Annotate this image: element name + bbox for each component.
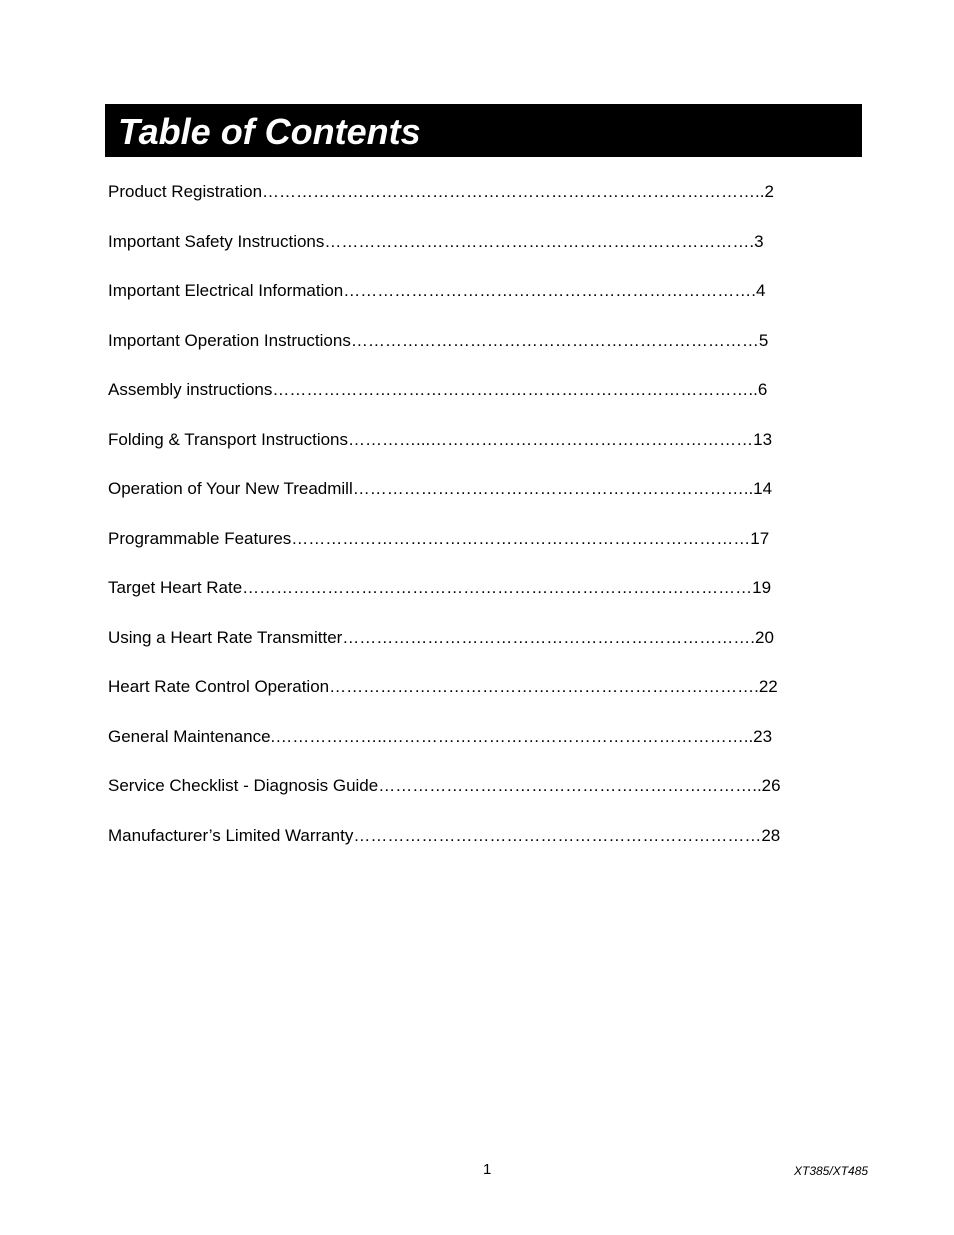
toc-entry-text: Important Safety Instructions………………………………………………………………….3 — [108, 231, 764, 251]
title-bar — [105, 104, 862, 157]
toc-entry-text: Service Checklist - Diagnosis Guide…………………………………………………………..26 — [108, 776, 781, 795]
toc-entry-text: Assembly instructions…………………………………………………………………………..6 — [108, 380, 768, 399]
toc-entry-service-checklist — [108, 774, 781, 824]
page-title: Table of Contents — [118, 110, 421, 152]
toc-entry-text: Important Electrical Information……………………………………………………………….4 — [108, 281, 766, 300]
toc-entry-operation-of-treadmill — [108, 477, 781, 527]
toc-entry-heart-rate-transmitter — [108, 626, 781, 676]
toc-entry-heart-rate-control — [108, 675, 781, 725]
toc-entry-limited-warranty — [108, 824, 781, 874]
table-of-contents — [108, 180, 781, 873]
toc-entry-text: Operation of Your New Treadmill……………………………………………………………..14 — [108, 479, 773, 498]
page-number: 1 — [483, 1161, 492, 1178]
toc-entry-text: Manufacturer’s Limited Warranty………………………………………………………………28 — [108, 825, 781, 845]
toc-entry-text: Target Heart Rate………………………………………………………………………………19 — [108, 578, 772, 597]
model-number: XT385/XT485 — [794, 1164, 869, 1178]
toc-entry-text: Using a Heart Rate Transmitter……………………………………………………………….20 — [108, 627, 774, 647]
toc-entry-important-operation-instructions — [108, 329, 781, 379]
toc-entry-text: Programmable Features………………………………………………………………………17 — [108, 528, 770, 548]
toc-entry-important-safety-instructions — [108, 230, 781, 280]
toc-entry-folding-transport-instructions — [108, 428, 781, 478]
toc-entry-text: Product Registration……………………………………………………………………………..2 — [108, 182, 774, 201]
toc-entry-general-maintenance — [108, 725, 781, 775]
toc-entry-assembly-instructions — [108, 378, 781, 428]
toc-entry-target-heart-rate — [108, 576, 781, 626]
toc-entry-programmable-features — [108, 527, 781, 577]
toc-entry-text: Heart Rate Control Operation………………………………………………………………….22 — [108, 677, 778, 696]
toc-entry-product-registration — [108, 180, 781, 230]
toc-entry-text: General Maintenance.………………..………………………………………………………..23 — [108, 726, 773, 746]
toc-entry-text: Folding & Transport Instructions…………...…………………………………………………13 — [108, 429, 773, 449]
toc-entry-text: Important Operation Instructions………………………………………………………………5 — [108, 330, 769, 350]
toc-entry-important-electrical-information — [108, 279, 781, 329]
